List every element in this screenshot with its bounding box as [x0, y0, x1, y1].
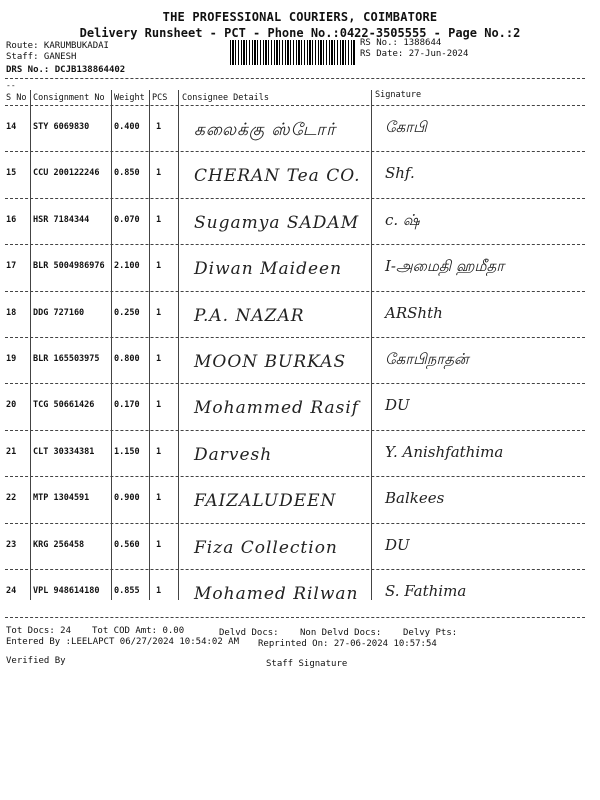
row-divider [5, 291, 585, 292]
consignment-cell: DDG 727160 [33, 307, 85, 318]
receiver-signature: Shf. [385, 164, 415, 183]
divider-mark: -- [6, 81, 16, 90]
row-divider [5, 523, 585, 524]
receiver-signature: DU [385, 396, 410, 415]
pcs-cell: 1 [156, 261, 162, 272]
row-divider [5, 105, 585, 106]
sno-cell: 23 [6, 539, 17, 550]
pcs-cell: 1 [156, 122, 162, 132]
pcs-cell: 1 [156, 168, 162, 179]
pcs-cell: 1 [156, 446, 162, 457]
consignment-cell: KRG 256458 [33, 539, 85, 550]
consignee-name: கலைக்கு ஸ்டோர் [194, 120, 336, 140]
receiver-signature: S. Fathima [385, 582, 467, 600]
pcs-cell: 1 [156, 354, 162, 364]
weight-cell: 0.800 [114, 354, 140, 364]
row-divider [5, 430, 585, 431]
receiver-signature: c. ஷ் [385, 210, 420, 229]
consignment-cell: STY 6069830 [33, 122, 90, 132]
consignee-name: FAIZALUDEEN [194, 491, 337, 512]
pcs-cell: 1 [156, 586, 162, 596]
consignment-cell: BLR 5004986976 [33, 261, 105, 272]
reprinted-on: Reprinted On: 27-06-2024 10:57:54 [258, 639, 437, 649]
pcs-cell: 1 [156, 214, 162, 225]
col-sno: S No [6, 93, 27, 103]
header-divider [5, 78, 585, 79]
consignment-cell: CCU 200122246 [33, 168, 100, 179]
sno-cell: 20 [6, 400, 17, 411]
consignee-name: Diwan Maideen [194, 259, 343, 280]
barcode [230, 40, 355, 65]
row-divider [5, 476, 585, 477]
route-label: Route: KARUMBUKADAI [6, 41, 109, 51]
consignee-name: Fiza Collection [194, 537, 338, 558]
consignee-name: Darvesh [194, 444, 273, 465]
row-divider [5, 569, 585, 570]
sno-cell: 18 [6, 307, 17, 318]
rs-number: RS No.: 1388644 [360, 38, 442, 48]
row-divider [5, 198, 585, 199]
receiver-signature: கோபி [385, 118, 427, 136]
col-weight: Weight [114, 93, 145, 103]
consignee-name: Mohammed Rasif [194, 398, 360, 419]
footer-divider [5, 617, 585, 618]
row-divider [5, 151, 585, 152]
staff-signature-label: Staff Signature [266, 659, 348, 669]
receiver-signature: Y. Anishfathima [385, 442, 504, 461]
receiver-signature: கோபிநாதன் [385, 350, 469, 368]
pcs-cell: 1 [156, 307, 162, 318]
weight-cell: 0.900 [114, 493, 140, 504]
pcs-cell: 1 [156, 493, 162, 504]
row-divider [5, 383, 585, 384]
consignment-cell: MTP 1304591 [33, 493, 90, 504]
runsheet-subtitle: Delivery Runsheet - PCT - Phone No.:0422-3505555 - Page No.:2 [79, 26, 521, 40]
consignment-cell: VPL 948614180 [33, 586, 100, 596]
weight-cell: 0.560 [114, 539, 140, 550]
consignee-name: Mohamed Rilwan [194, 584, 359, 604]
delivery-points: Delvy Pts: [403, 628, 458, 638]
delivered-docs: Delvd Docs: [219, 628, 279, 638]
consignment-cell: TCG 50661426 [33, 400, 95, 411]
sno-cell: 16 [6, 214, 17, 225]
non-delivered-docs: Non Delvd Docs: [300, 628, 382, 638]
sno-cell: 24 [6, 586, 17, 596]
weight-cell: 0.855 [114, 586, 140, 596]
verified-by: Verified By [6, 656, 66, 666]
weight-cell: 2.100 [114, 261, 140, 272]
sno-cell: 17 [6, 261, 17, 272]
consignment-cell: BLR 165503975 [33, 354, 100, 364]
weight-cell: 0.250 [114, 307, 140, 318]
row-divider [5, 244, 585, 245]
col-consignment: Consignment No [33, 93, 105, 103]
pcs-cell: 1 [156, 400, 162, 411]
weight-cell: 0.400 [114, 122, 140, 132]
entered-by: Entered By :LEELAPCT 06/27/2024 10:54:02 AM [6, 637, 239, 647]
sno-cell: 22 [6, 493, 17, 504]
consignment-cell: CLT 30334381 [33, 446, 95, 457]
consignee-name: MOON BURKAS [194, 352, 347, 372]
receiver-signature: I-அமைதி ஹமீதா [385, 257, 505, 276]
receiver-signature: DU [385, 535, 410, 554]
sno-cell: 21 [6, 446, 17, 457]
sno-cell: 14 [6, 122, 17, 132]
row-divider [5, 337, 585, 338]
col-consignee: Consignee Details [182, 93, 269, 103]
consignee-name: Sugamya SADAM [194, 212, 360, 233]
staff-label: Staff: GANESH [6, 52, 77, 62]
receiver-signature: ARShth [385, 303, 443, 322]
col-signature: Signature [375, 90, 422, 100]
consignment-cell: HSR 7184344 [33, 214, 90, 225]
total-docs: Tot Docs: 24 [6, 626, 72, 636]
weight-cell: 0.170 [114, 400, 140, 411]
weight-cell: 0.070 [114, 214, 140, 225]
receiver-signature: Balkees [385, 489, 445, 508]
sno-cell: 19 [6, 354, 17, 364]
weight-cell: 0.850 [114, 168, 140, 179]
consignee-name: CHERAN Tea CO. [194, 166, 361, 187]
sno-cell: 15 [6, 168, 17, 179]
drs-number: DRS No.: DCJB138864402 [6, 65, 126, 75]
weight-cell: 1.150 [114, 446, 140, 457]
rs-date: RS Date: 27-Jun-2024 [360, 49, 469, 59]
pcs-cell: 1 [156, 539, 162, 550]
consignee-name: P.A. NAZAR [194, 305, 305, 326]
company-title: THE PROFESSIONAL COURIERS, COIMBATORE [162, 10, 438, 24]
total-cod: Tot COD Amt: 0.00 [92, 626, 185, 636]
col-pcs: PCS [152, 93, 168, 103]
